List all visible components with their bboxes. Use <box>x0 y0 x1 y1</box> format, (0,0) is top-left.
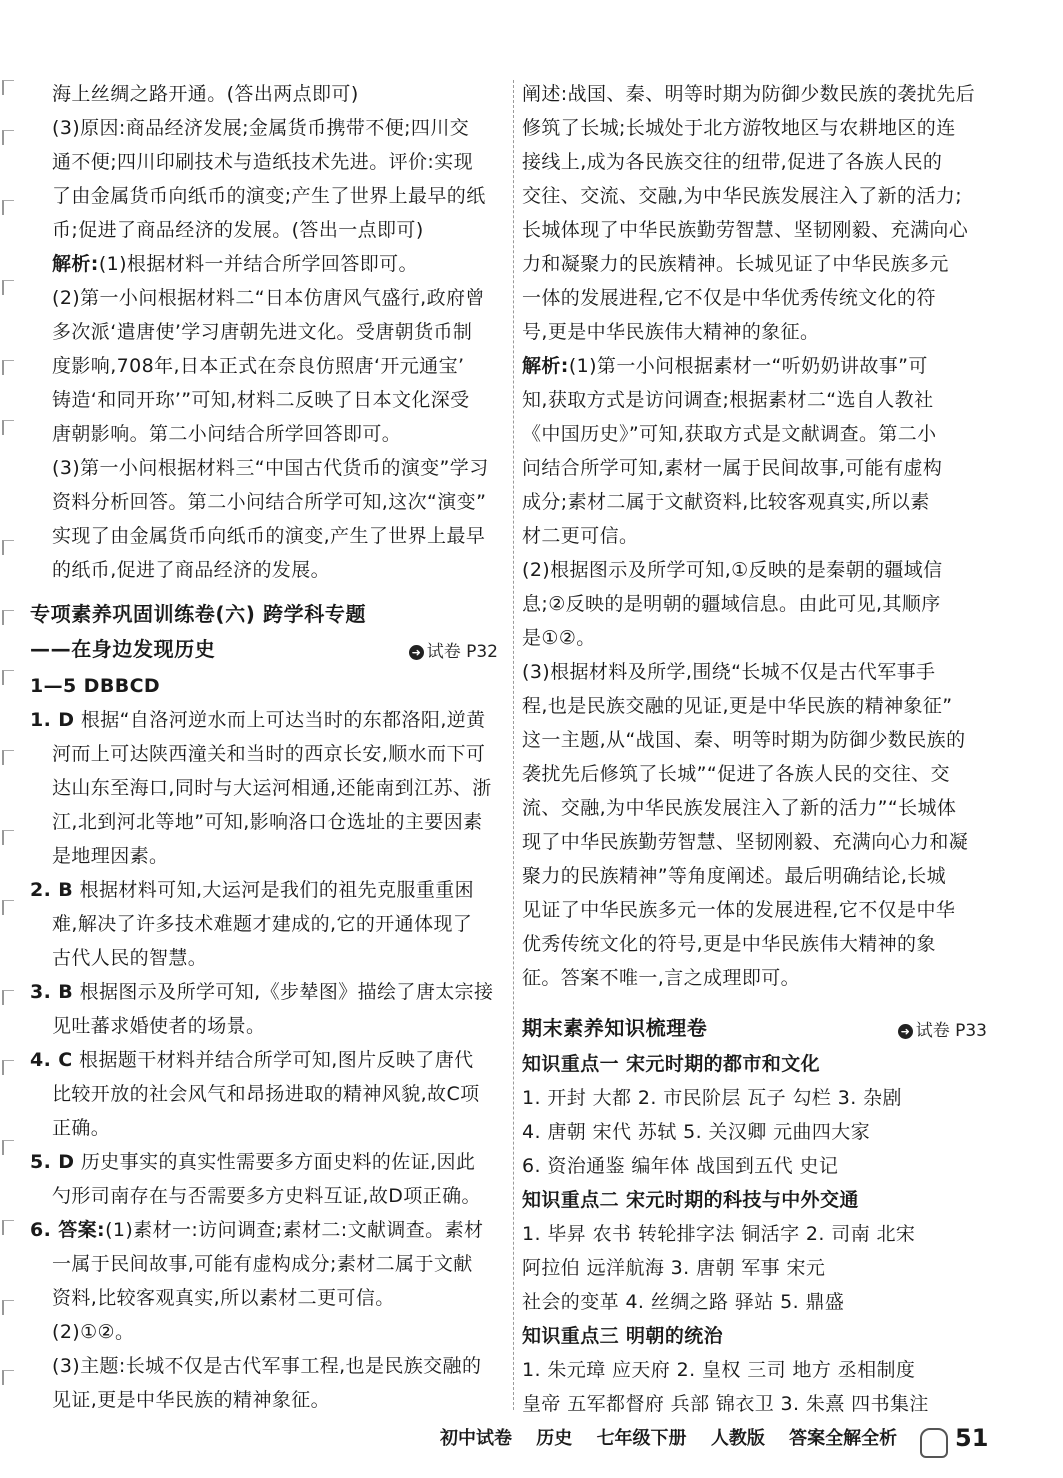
text-line: 材二更可信。 <box>522 525 639 547</box>
mascot-icon <box>920 1428 948 1458</box>
analysis-line <box>522 350 987 383</box>
answer-item <box>30 976 498 1009</box>
text-line: 接线上,成为各民族交往的纽带,促进了各族人民的 <box>522 151 943 173</box>
answer-item <box>30 874 498 907</box>
text-line: 见吐蕃求婚使者的场景。 <box>52 1015 266 1037</box>
item-text: 根据题干材料并结合所学可知,图片反映了唐代 <box>72 1049 474 1071</box>
text-line: 成分;素材二属于文献资料,比较客观真实,所以素 <box>522 491 930 513</box>
text-line: 比较开放的社会风气和昂扬进取的精神风貌,故C项 <box>52 1083 480 1105</box>
text-line: 见证了中华民族多元一体的发展进程,它不仅是中华 <box>522 899 956 921</box>
text-line: (3)主题:长城不仅是古代军事工程,也是民族交融的 <box>52 1355 482 1377</box>
text-line: 征。答案不唯一,言之成理即可。 <box>522 967 801 989</box>
knowledge-line: 阿拉伯 远洋航海 3. 唐朝 军事 宋元 <box>522 1257 826 1279</box>
text-line: 袭扰先后修筑了长城”“促进了各族人民的交往、交 <box>522 763 950 785</box>
text-line: 现了中华民族勤劳智慧、坚韧刚毅、充满向心力和凝 <box>522 831 969 853</box>
analysis-line <box>52 248 498 281</box>
answer-item <box>30 1146 498 1179</box>
text-line: 的纸币,促进了商品经济的发展。 <box>52 559 331 581</box>
footer-edition: 人教版 <box>710 1428 765 1449</box>
paper-reference <box>409 637 498 662</box>
text-line: (3)原因:商品经济发展;金属货币携带不便;四川交 <box>52 117 470 139</box>
knowledge-heading: 知识重点二 宋元时期的科技与中外交通 <box>522 1189 859 1211</box>
knowledge-line: 1. 毕昇 农书 转轮排字法 铜活字 2. 司南 北宋 <box>522 1223 916 1245</box>
text-line: 实现了由金属货币向纸币的演变,产生了世界上最早 <box>52 525 486 547</box>
answer-item <box>30 1214 498 1247</box>
item-number: 3. B <box>30 981 74 1003</box>
text-line: 资料,比较客观真实,所以素材二更可信。 <box>52 1287 395 1309</box>
paper-reference <box>898 1016 987 1041</box>
section-title: 期末素养知识梳理卷 <box>522 1016 708 1040</box>
text-line: (2)根据图示及所学可知,①反映的是秦朝的疆域信 <box>522 559 943 581</box>
text-line: 流、交融,为中华民族发展注入了新的活力”“长城体 <box>522 797 957 819</box>
analysis-text: (1)根据材料一并结合所学回答即可。 <box>98 253 418 275</box>
text-line: 了由金属货币向纸币的演变;产生了世界上最早的纸 <box>52 185 486 207</box>
text-line: 河而上可达陕西潼关和当时的西京长安,顺水而下可 <box>52 743 486 765</box>
analysis-label: 解析: <box>52 253 99 275</box>
knowledge-heading: 知识重点三 明朝的统治 <box>522 1325 724 1347</box>
footer-subject: 历史 <box>536 1428 573 1449</box>
item-text: (1)素材一:访问调查;素材二:文献调查。素材 <box>105 1219 484 1241</box>
text-line: 通不便;四川印刷技术与造纸技术先进。评价:实现 <box>52 151 474 173</box>
text-line: 聚力的民族精神”等角度阐述。最后明确结论,长城 <box>522 865 947 887</box>
analysis-text: (1)第一小问根据素材一“听奶奶讲故事”可 <box>568 355 928 377</box>
item-text: 根据“自洛河逆水而上可达当时的东都洛阳,逆黄 <box>74 709 486 731</box>
item-number: 5. D <box>30 1151 75 1173</box>
section-title: 专项素养巩固训练卷(六) 跨学科专题 <box>30 602 367 626</box>
item-number: 1. D <box>30 709 75 731</box>
binding-edge <box>0 70 16 1410</box>
text-line: 息;②反映的是明朝的疆域信息。由此可见,其顺序 <box>522 593 941 615</box>
text-line: (3)第一小问根据材料三“中国古代货币的演变”学习 <box>52 457 489 479</box>
text-line: 号,更是中华民族伟大精神的象征。 <box>522 321 820 343</box>
knowledge-line: 4. 唐朝 宋代 苏轼 5. 关汉卿 元曲四大家 <box>522 1121 871 1143</box>
text-line: 古代人民的智慧。 <box>52 947 208 969</box>
text-line: 修筑了长城;长城处于北方游牧地区与农耕地区的连 <box>522 117 956 139</box>
text-line: 是①②。 <box>522 627 596 649</box>
arrow-right-icon: ➜ <box>898 1024 913 1039</box>
text-line: 优秀传统文化的符号,更是中华民族伟大精神的象 <box>522 933 936 955</box>
footer-grade: 七年级下册 <box>596 1428 687 1449</box>
text-line: 唐朝影响。第二小问结合所学回答即可。 <box>52 423 402 445</box>
text-line: (2)第一小问根据材料二“日本仿唐风气盛行,政府曾 <box>52 287 485 309</box>
text-line: 长城体现了中华民族勤劳智慧、坚韧刚毅、充满向心 <box>522 219 969 241</box>
section-subtitle: ——在身边发现历史 <box>30 637 216 661</box>
item-text: 历史事实的真实性需要多方面史料的佐证,因此 <box>74 1151 476 1173</box>
analysis-label: 解析: <box>522 355 569 377</box>
text-line: 江,北到河北等地”可知,影响洛口仓选址的主要因素 <box>52 811 483 833</box>
knowledge-heading: 知识重点一 宋元时期的都市和文化 <box>522 1053 821 1075</box>
knowledge-line: 皇帝 五军都督府 兵部 锦衣卫 3. 朱熹 四书集注 <box>522 1393 929 1415</box>
text-line: 交往、交流、交融,为中华民族发展注入了新的活力; <box>522 185 963 207</box>
text-line: 海上丝绸之路开通。(答出两点即可) <box>52 83 359 105</box>
text-line: 达山东至海口,同时与大运河相通,还能南到江苏、浙 <box>52 777 492 799</box>
text-line: 力和凝聚力的民族精神。长城见证了中华民族多元 <box>522 253 949 275</box>
footer-tag: 答案全解全析 <box>789 1428 898 1449</box>
text-line: 是地理因素。 <box>52 845 169 867</box>
text-line: 阐述:战国、秦、明等时期为防御少数民族的袭扰先后 <box>522 83 976 105</box>
answers-line: 1—5 DBBCD <box>30 675 161 697</box>
text-line: 《中国历史》”可知,获取方式是文献调查。第二小 <box>522 423 937 445</box>
paper-reference-text: 试卷 P32 <box>426 642 498 662</box>
text-line: 见证,更是中华民族的精神象征。 <box>52 1389 331 1411</box>
knowledge-line: 社会的变革 4. 丝绸之路 驿站 5. 鼎盛 <box>522 1291 845 1313</box>
item-text: 根据图示及所学可知,《步辇图》描绘了唐太宗接 <box>73 981 494 1003</box>
item-text: 根据材料可知,大运河是我们的祖先克服重重困 <box>73 879 475 901</box>
footer-series: 初中试卷 <box>440 1428 512 1449</box>
column-divider <box>513 80 514 1410</box>
text-line: 知,获取方式是访问调查;根据素材二“选自人教社 <box>522 389 934 411</box>
text-line: 币;促进了商品经济的发展。(答出一点即可) <box>52 219 424 241</box>
item-number: 4. C <box>30 1049 73 1071</box>
text-line: (2)①②。 <box>52 1321 135 1343</box>
arrow-right-icon: ➜ <box>409 645 424 660</box>
item-number: 6. 答案: <box>30 1219 106 1241</box>
paper-reference-text: 试卷 P33 <box>915 1021 987 1041</box>
knowledge-line: 6. 资治通鉴 编年体 战国到五代 史记 <box>522 1155 839 1177</box>
page-number: 51 <box>955 1424 989 1452</box>
text-line: 铸造‘和同开珎’”可知,材料二反映了日本文化深受 <box>52 389 470 411</box>
text-line: 一体的发展进程,它不仅是中华优秀传统文化的符 <box>522 287 936 309</box>
knowledge-line: 1. 朱元璋 应天府 2. 皇权 三司 地方 丞相制度 <box>522 1359 916 1381</box>
text-line: 程,也是民族交融的见证,更是中华民族的精神象征” <box>522 695 953 717</box>
text-line: 问结合所学可知,素材一属于民间故事,可能有虚构 <box>522 457 943 479</box>
text-line: 一属于民间故事,可能有虚构成分;素材二属于文献 <box>52 1253 473 1275</box>
text-line: 资料分析回答。第二小问结合所学可知,这次“演变” <box>52 491 487 513</box>
text-line: 勺形司南存在与否需要多方史料互证,故D项正确。 <box>52 1185 481 1207</box>
answer-item <box>30 704 498 737</box>
text-line: (3)根据材料及所学,围绕“长城不仅是古代军事手 <box>522 661 936 683</box>
page-footer <box>440 1424 993 1458</box>
text-line: 多次派‘遣唐使’学习唐朝先进文化。受唐朝货币制 <box>52 321 473 343</box>
knowledge-line: 1. 开封 大都 2. 市民阶层 瓦子 勾栏 3. 杂剧 <box>522 1087 902 1109</box>
text-line: 度影响,708年,日本正式在奈良仿照唐‘开元通宝’ <box>52 355 465 377</box>
item-number: 2. B <box>30 879 74 901</box>
text-line: 难,解决了许多技术难题才建成的,它的开通体现了 <box>52 913 473 935</box>
text-line: 这一主题,从“战国、秦、明等时期为防御少数民族的 <box>522 729 966 751</box>
text-line: 正确。 <box>52 1117 111 1139</box>
answer-item <box>30 1044 498 1077</box>
